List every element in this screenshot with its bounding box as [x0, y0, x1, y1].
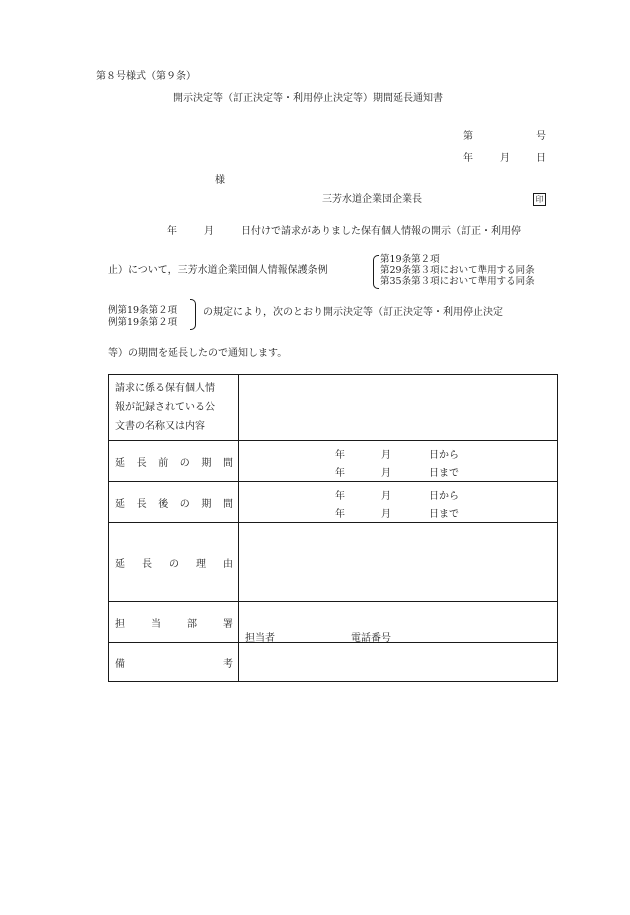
form-table [108, 374, 558, 682]
phone-number-label: 電話番号 [351, 633, 391, 644]
table-row [109, 643, 558, 682]
body-line-3: の規定により，次のとおり開示決定等（訂正決定等・利用停止決定 [203, 307, 503, 318]
body-line-4: 等）の期間を延長したので通知します。 [108, 348, 288, 359]
brace-option-1: 第19条第２項 [380, 254, 440, 265]
table-row [109, 441, 558, 482]
document-label-line: 文書の名称又は内容 [115, 421, 205, 432]
document-label-line: 請求に係る保有個人情 [115, 383, 215, 394]
body-year: 年 [167, 226, 177, 237]
period-before-label: 延 長 前 の 期 間 [109, 441, 239, 482]
extension-reason-label: 延 長 の 理 由 [109, 523, 239, 602]
remarks-value[interactable] [239, 643, 558, 682]
extension-reason-value[interactable] [239, 523, 558, 602]
table-row [109, 602, 558, 643]
remarks-label: 備 考 [109, 643, 239, 682]
document-title: 開示決定等（訂正決定等・利用停止決定等）期間延長通知書 [173, 93, 443, 104]
date-day: 日 [536, 153, 546, 164]
date-month: 月 [500, 153, 510, 164]
date-year: 年 [463, 153, 473, 164]
left-brace [373, 255, 379, 289]
brace-option-3: 第35条第３項において準用する同条 [380, 276, 535, 287]
period-before-value[interactable]: 年 月 日から 年 月 日まで [239, 441, 558, 482]
department-value[interactable] [239, 602, 558, 643]
line3-option-1: 例第19条第２項 [108, 305, 178, 316]
document-value-cell[interactable] [239, 375, 558, 441]
addressee-suffix: 様 [215, 175, 225, 186]
doc-number-suffix: 号 [536, 131, 546, 142]
department-label: 担 当 部 署 [109, 602, 239, 643]
doc-number-prefix: 第 [463, 131, 473, 142]
right-brace [190, 299, 196, 330]
brace-option-2: 第29条第３項において準用する同条 [380, 265, 535, 276]
document-label-line: 報が記録されている公 [115, 402, 215, 413]
table-row [109, 375, 558, 441]
seal-mark: 印 [533, 193, 546, 206]
body-month: 月 [204, 226, 214, 237]
body-line-1: 日付けで請求がありました保有個人情報の開示（訂正・利用停 [241, 226, 521, 237]
body-line-2: 止）について，三芳水道企業団個人情報保護条例 [108, 265, 328, 276]
line3-option-2: 例第19条第２項 [108, 317, 178, 328]
table-row [109, 523, 558, 602]
document-label-cell [109, 375, 239, 441]
form-number: 第８号様式（第９条） [96, 71, 196, 82]
table-row [109, 482, 558, 523]
period-after-label: 延 長 後 の 期 間 [109, 482, 239, 523]
period-after-value[interactable]: 年 月 日から 年 月 日まで [239, 482, 558, 523]
sender-name: 三芳水道企業団企業長 [322, 194, 422, 205]
person-in-charge-label: 担当者 [245, 633, 275, 644]
